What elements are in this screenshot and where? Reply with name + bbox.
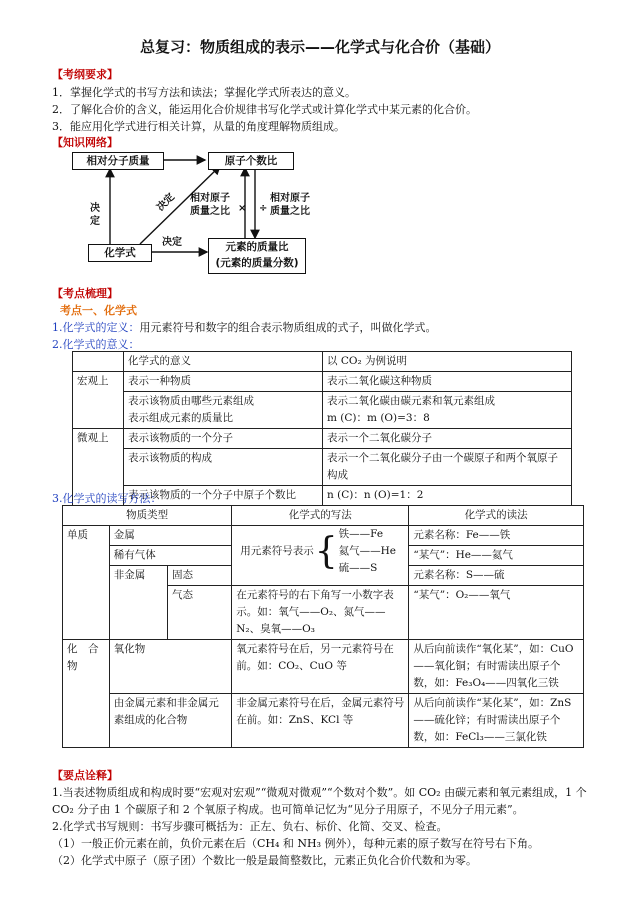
divide-sign: ÷ xyxy=(259,203,268,214)
table-cell xyxy=(323,392,572,429)
cell-line: 表示该物质由哪些元素组成 xyxy=(128,395,254,407)
requirement-item: 1．掌握化学式的书写方法和读法；掌握化学式所表达的意义。 xyxy=(52,86,356,99)
table-row xyxy=(73,372,572,392)
table-cell: n (C)：n (O)=1：2 xyxy=(323,486,572,506)
table-cell: 从后向前读作“氧化某”，如：CuO——氧化铜；有时需读出原子个数，如：Fe₃O₄——四氧化三铁 xyxy=(409,640,584,694)
section-heading-key-points: 【考点梳理】 xyxy=(52,287,118,300)
table-cell: 氧元素符号在后，另一元素符号在前。如：CO₂、CuO 等 xyxy=(232,640,409,694)
relative-molecular-mass-box: 相对分子质量 xyxy=(72,152,164,170)
note-paragraph: 1.当表述物质组成和构成时要“宏观对宏观”“微观对微观”“个数对个数”。如 CO₂ 由碳元素和氧元素组成，1 个 xyxy=(52,786,587,799)
table-row xyxy=(63,506,584,526)
brace-icon: { xyxy=(314,530,338,572)
cell-line: 表示组成元素的质量比 xyxy=(128,412,233,424)
key-point-1-heading: 考点一、化学式 xyxy=(60,304,137,317)
table-cell: 表示该物质的构成 xyxy=(124,449,323,486)
table-cell: 氧化物 xyxy=(109,640,232,694)
table-row xyxy=(73,352,572,372)
table-row xyxy=(63,526,584,546)
relative-atomic-label-line2: 质量之比 xyxy=(190,206,230,217)
mass-ratio-label: 元素的质量比 xyxy=(225,241,289,253)
table-cell: 表示一个二氧化碳分子 xyxy=(323,429,572,449)
table-cell: 由金属元素和非金属元素组成的化合物 xyxy=(109,694,232,748)
relative-atomic-label-line1: 相对原子 xyxy=(190,193,230,204)
table-cell: “某气”：O₂——氧气 xyxy=(409,586,584,640)
decide-label-left: 决定 xyxy=(90,203,100,227)
table-row xyxy=(73,449,572,486)
formula-meaning-table xyxy=(72,351,572,506)
table-cell xyxy=(73,352,124,372)
table-row xyxy=(63,640,584,694)
table-cell: 气态 xyxy=(168,586,232,640)
definition-text: 用元素符号和数字的组合表示物质组成的式子，叫做化学式。 xyxy=(139,321,437,334)
read-write-label: 3.化学式的读写方法： xyxy=(52,492,162,505)
section-heading-knowledge-network: 【知识网络】 xyxy=(52,136,118,149)
table-cell xyxy=(232,526,409,586)
table-cell: 表示该物质的一个分子中原子个数比 xyxy=(124,486,323,506)
table-cell: 表示一种物质 xyxy=(124,372,323,392)
section-heading-exam-requirements: 【考纲要求】 xyxy=(52,68,118,81)
table-header: 化学式的意义 xyxy=(124,352,323,372)
table-cell: 在元素符号的右下角写一小数字表示。如：氧气——O₂、氮气——N₂、臭氧——O₃ xyxy=(232,586,409,640)
write-method: 用元素符号表示 xyxy=(240,545,314,557)
table-cell: 表示该物质的一个分子 xyxy=(124,429,323,449)
formula-definition xyxy=(52,319,437,335)
section-heading-key-notes: 【要点诠释】 xyxy=(52,769,118,782)
table-cell: 金属 xyxy=(109,526,232,546)
table-cell: 非金属 xyxy=(109,566,167,640)
cell-line: 表示二氧化碳由碳元素和氧元素组成 xyxy=(327,395,495,407)
relative-atomic-mass-label xyxy=(190,192,230,218)
table-cell: 固态 xyxy=(168,566,232,586)
note-paragraph: 2.化学式书写规则：书写步骤可概括为：正左、负右、标价、化简、交叉、检查。 xyxy=(52,820,448,833)
table-cell: 表示二氧化碳这种物质 xyxy=(323,372,572,392)
table-header: 化学式的写法 xyxy=(232,506,409,526)
table-cell: 化 合物 xyxy=(63,640,110,748)
element-mass-ratio-box xyxy=(208,238,306,274)
note-paragraph: （1）一般正价元素在前，负价元素在后（CH₄ 和 NH₃ 例外），每种元素的原子数写在符号右下角。 xyxy=(52,837,540,850)
table-cell: “某气”：He——氦气 xyxy=(409,546,584,566)
table-cell: 表示一个二氧化碳分子由一个碳原子和两个氧原子构成 xyxy=(323,449,572,486)
table-header: 化学式的读法 xyxy=(409,506,584,526)
definition-label: 1.化学式的定义： xyxy=(52,321,140,334)
page-title: 总复习：物质组成的表示——化学式与化合价（基础） xyxy=(139,38,500,56)
read-write-table xyxy=(62,505,584,748)
example: 氦气——He xyxy=(338,545,397,557)
table-header: 物质类型 xyxy=(63,506,232,526)
formula-meaning-label: 2.化学式的意义： xyxy=(52,338,140,351)
table-cell: 从后向前读作“某化某”，如：ZnS——硫化锌；有时需读出原子个数，如：FeCl₃——三氯化铁 xyxy=(409,694,584,748)
knowledge-network-diagram xyxy=(70,150,340,280)
note-paragraph: （2）化学式中原子（原子团）个数比一般是最简整数比，元素正负化合价代数和为零。 xyxy=(52,854,477,867)
multiply-sign: × xyxy=(238,203,247,214)
simple-write-group xyxy=(234,526,406,577)
note-paragraph: CO₂ 分子由 1 个碳原子和 2 个氧原子构成。也可简单记忆为“见分子用原子，不见分子用元素”。 xyxy=(52,803,524,816)
table-header: 以 CO₂ 为例说明 xyxy=(323,352,572,372)
table-cell: 微观上 xyxy=(73,429,124,506)
cell-line: m (C)：m (O)=3：8 xyxy=(327,412,430,424)
table-row xyxy=(73,392,572,429)
table-cell xyxy=(124,392,323,429)
table-cell: 稀有气体 xyxy=(109,546,232,566)
table-cell: 非金属元素符号在后，金属元素符号在前。如：ZnS、KCl 等 xyxy=(232,694,409,748)
relative-atomic-mass-label-right xyxy=(270,192,310,218)
example-list xyxy=(339,526,396,577)
table-cell: 宏观上 xyxy=(73,372,124,429)
mass-fraction-label: (元素的质量分数) xyxy=(215,257,299,269)
decide-label-bottom: 决定 xyxy=(162,237,182,248)
example: 铁——Fe xyxy=(338,528,384,540)
atom-count-ratio-box: 原子个数比 xyxy=(208,152,294,170)
example: 硫——S xyxy=(338,562,378,574)
table-cell: 单质 xyxy=(63,526,110,640)
decide-label-diagonal: 决定 xyxy=(155,191,177,214)
relative-atomic-label-line4: 质量之比 xyxy=(270,206,310,217)
requirement-item: 2．了解化合价的含义，能运用化合价规律书写化学式或计算化学式中某元素的化合价。 xyxy=(52,103,477,116)
table-row xyxy=(73,429,572,449)
table-cell: 元素名称：S——硫 xyxy=(409,566,584,586)
chemical-formula-box: 化学式 xyxy=(88,244,152,262)
requirement-item: 3．能应用化学式进行相关计算，从量的角度理解物质组成。 xyxy=(52,120,345,133)
table-cell: 元素名称：Fe——铁 xyxy=(409,526,584,546)
relative-atomic-label-line3: 相对原子 xyxy=(270,193,310,204)
table-row xyxy=(63,694,584,748)
